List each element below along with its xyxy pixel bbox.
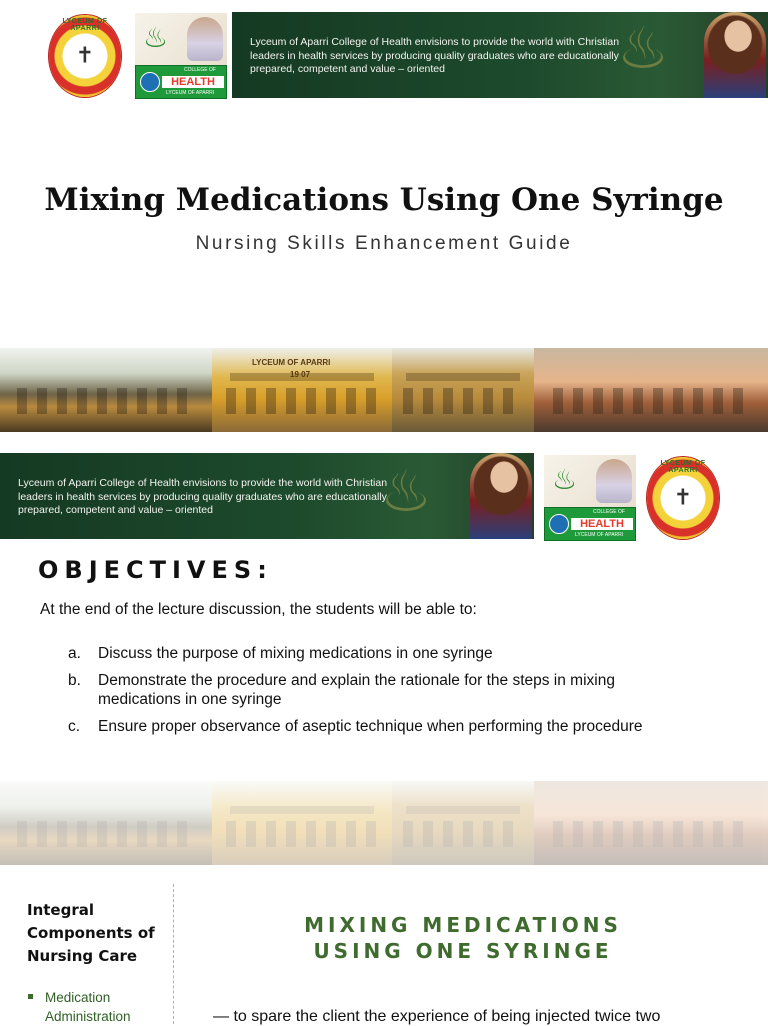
campus-photo-4 [534, 348, 768, 432]
vision-statement: Lyceum of Aparri College of Health envisions to provide the world with Christian leaders in health services by producing quality graduates who are educationally prepared, competent and value – oriented [250, 36, 620, 75]
list-item: a. Discuss the purpose of mixing medications in one syringe [68, 645, 493, 662]
cross-net-icon: ✝ [75, 43, 95, 69]
gate-year: 19 07 [290, 370, 311, 379]
vision-banner-top [232, 12, 768, 98]
lyceum-seal-logo [49, 15, 121, 97]
globe-icon-2 [549, 514, 569, 534]
page-subtitle: Nursing Skills Enhancement Guide [195, 233, 573, 254]
objectives-heading: OBJECTIVES: [38, 556, 273, 584]
objectives-list [68, 644, 668, 744]
globe-icon [140, 72, 160, 92]
page-title: Mixing Medications Using One Syringe [44, 182, 724, 218]
lyceum-seal-logo-2: LYCEUM OF APARRI ✝ [647, 457, 719, 539]
vision-banner-mid [0, 453, 534, 539]
college-of-health-logo: ♨ COLLEGE OF HEALTH LYCEUM OF APARRI [135, 13, 227, 99]
list-item: c. Ensure proper observance of aseptic technique when performing the procedure [68, 718, 643, 735]
sidebar-heading: Integral Components of Nursing Care [27, 901, 155, 965]
campus-photo-strip [0, 348, 768, 432]
gate-sign: LYCEUM OF APARRI [252, 358, 331, 367]
oil-lamp-icon: ♨ [143, 21, 169, 54]
vertical-divider [173, 884, 174, 1024]
campus-photo-2 [212, 348, 392, 432]
madonna-image-2 [470, 453, 532, 539]
definition-text: — to spare the client the experience of being injected twice two [213, 1008, 661, 1025]
campus-photo-strip-faded [0, 781, 768, 865]
madonna-figure [187, 17, 223, 61]
section-heading: MIXING MEDICATIONS USING ONE SYRINGE [304, 913, 622, 963]
list-item: b. Demonstrate the procedure and explain the rationale for the steps in mixing medications in one syringe [68, 672, 615, 708]
sidebar-bullet-item: Medication Administration [28, 988, 168, 1026]
campus-photo-3 [392, 348, 534, 432]
campus-photo-1 [0, 348, 212, 432]
vision-statement-2: Lyceum of Aparri College of Health envisions to provide the world with Christian leaders in health services by producing quality graduates who are educationally prepared, competent and value – oriented [18, 477, 388, 516]
lamp-watermark-icon-2: ♨ [380, 457, 432, 525]
seal-ring-text: LYCEUM OF APARRI [62, 18, 108, 32]
lamp-watermark-icon: ♨ [617, 14, 669, 82]
objectives-intro: At the end of the lecture discussion, the students will be able to: [40, 601, 477, 618]
college-of-health-logo-2: ♨ COLLEGE OF HEALTH LYCEUM OF APARRI [544, 455, 636, 541]
square-bullet-icon [28, 994, 33, 999]
oil-lamp-icon-2: ♨ [552, 463, 578, 496]
madonna-image [704, 12, 766, 98]
cross-net-icon-2: ✝ [673, 485, 693, 511]
